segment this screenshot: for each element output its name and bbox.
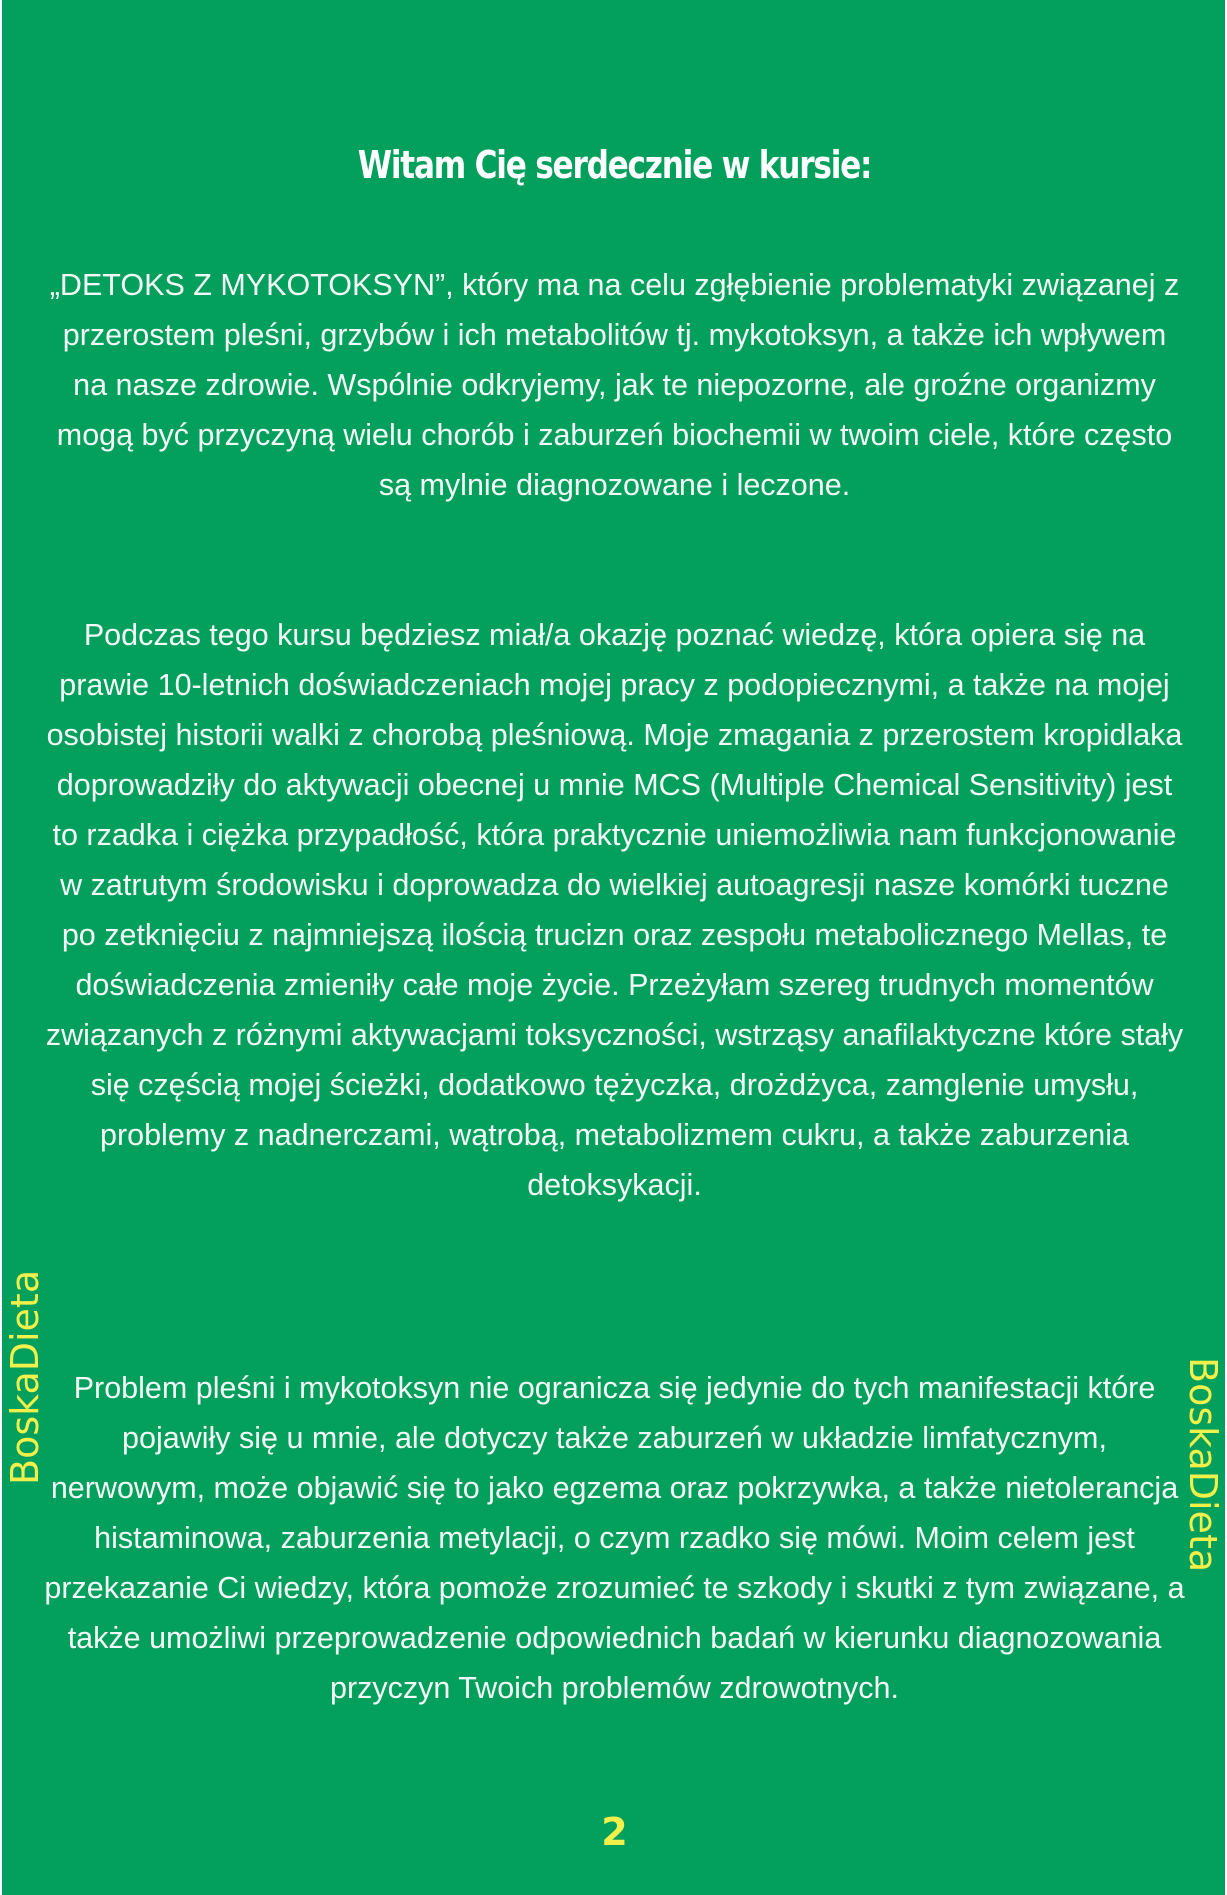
goal-paragraph: Problem pleśni i mykotoksyn nie ogranicza się jedynie do tych manifestacji które pojawiły się u mnie, ale dotyczy także zaburzeń w układzie limfatycznym, nerwowym, może objawić się to jako egzema oraz pokrzywka, a także nietolerancja histaminowa, zaburzenia metylacji, o czym rzadko się mówi. Moim celem jest przekazanie Ci wiedzy, która pomoże zrozumieć te szkody i skutki z tym związane, a także umożliwi przeprowadzenie odpowiednich badań w kierunku diagnozowania przyczyn Twoich problemów zdrowotnych. <box>44 1371 1185 1705</box>
intro-paragraph: „DETOKS Z MYKOTOKSYN”, który ma na celu zgłębienie problematyki związanej z przerostem pleśni, grzybów i ich metabolitów tj. mykotoksyn, a także ich wpływem na nasze zdrowie. Wspólnie odkryjemy, jak te niepozorne, ale groźne organizmy mogą być przyczyną wielu chorób i zaburzeń biochemii w twoim ciele, które często są mylnie diagnozowane i leczone. <box>49 268 1180 502</box>
page-title: Witam Cię serdecznie w kursie: <box>357 143 872 187</box>
brand-label-left: BoskaDieta <box>3 1269 47 1485</box>
experience-paragraph: Podczas tego kursu będziesz miał/a okazję poznać wiedzę, która opiera się na prawie 10-letnich doświadczeniach mojej pracy z podopiecznymi, a także na mojej osobistej historii walki z chorobą pleśniową. Moje zmagania z przerostem kropidlaka doprowadziły do aktywacji obecnej u mnie MCS (Multiple Chemical Sensitivity) jest to rzadka i ciężka przypadłość, która praktycznie uniemożliwia nam funkcjonowanie w zatrutym środowisku i doprowadza do wielkiej autoagresji nasze komórki tuczne po zetknięciu z najmniejszą ilością trucizn oraz zespołu metabolicznego Mellas, te doświadczenia zmieniły całe moje życie. Przeżyłam szereg trudnych momentów związanych z różnymi aktywacjami toksyczności, wstrząsy anafilaktyczne które stały się częścią mojej ścieżki, dodatkowo tężyczka, drożdżyca, zamglenie umysłu, problemy z nadnerczami, wątrobą, metabolizmem cukru, a także zaburzenia detoksykacji. <box>45 618 1184 1202</box>
page-number: 2 <box>601 1810 628 1854</box>
brand-label-right: BoskaDieta <box>1181 1357 1225 1573</box>
